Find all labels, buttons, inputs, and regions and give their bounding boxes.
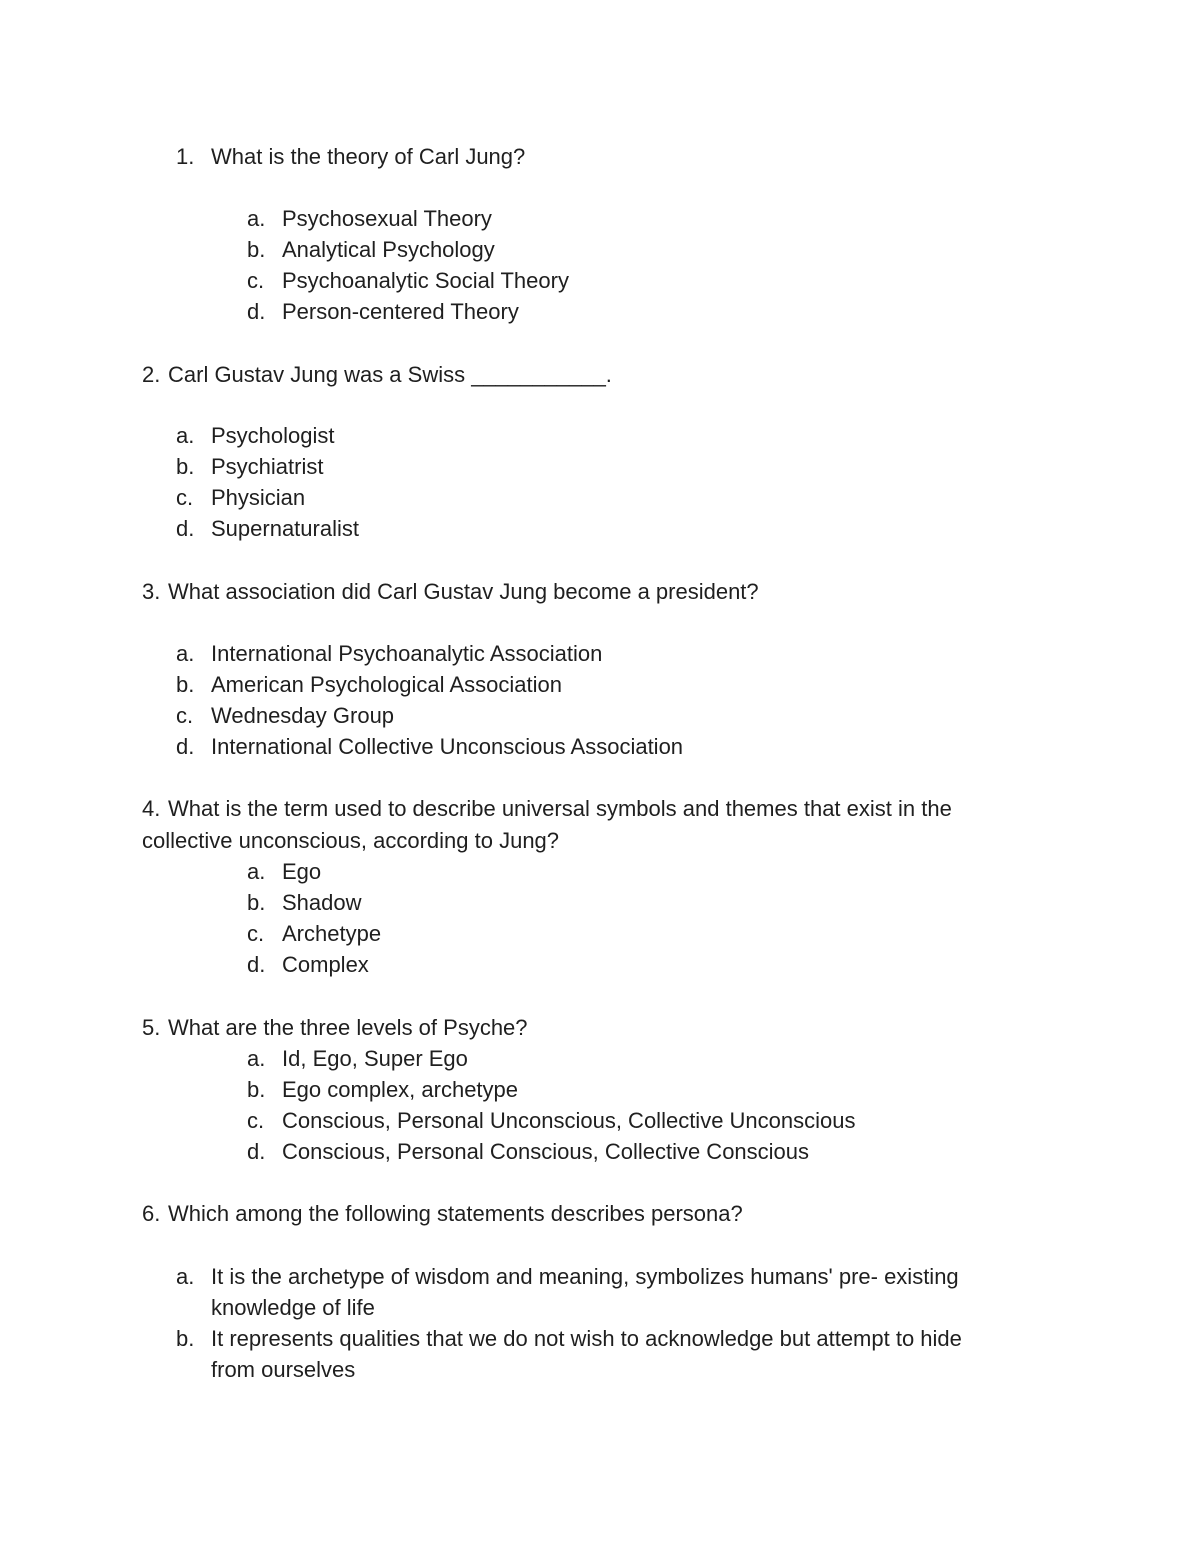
option-text: Conscious, Personal Conscious, Collective Conscious <box>282 1139 810 1164</box>
option-text: Psychoanalytic Social Theory <box>282 268 569 293</box>
option-letter: b. <box>247 1077 266 1102</box>
option-text: Physician <box>211 485 306 510</box>
option-text: Psychologist <box>211 423 335 448</box>
question-text: What are the three levels of Psyche? <box>168 1015 528 1040</box>
option-text: American Psychological Association <box>211 672 562 697</box>
option-letter: d. <box>247 299 266 324</box>
question-text: What is the theory of Carl Jung? <box>211 144 526 169</box>
option-letter: a. <box>247 206 266 231</box>
question-number: 4. <box>142 796 161 821</box>
option-letter: b. <box>176 1326 195 1351</box>
option-text-line-1: It is the archetype of wisdom and meaning, symbolizes humans' pre- existing <box>211 1264 959 1289</box>
question-text-line-1: What is the term used to describe universal symbols and themes that exist in the <box>168 796 952 821</box>
option-text: Archetype <box>282 921 382 946</box>
option-letter: c. <box>176 703 194 728</box>
option-letter: a. <box>176 641 195 666</box>
option-text: Complex <box>282 952 369 977</box>
option-text: Person-centered Theory <box>282 299 519 324</box>
question-number: 3. <box>142 579 161 604</box>
question-text: Which among the following statements describes persona? <box>168 1201 743 1226</box>
option-letter: a. <box>176 423 195 448</box>
question-number: 2. <box>142 362 161 387</box>
option-text: Psychiatrist <box>211 454 324 479</box>
option-letter: b. <box>176 672 195 697</box>
option-letter: b. <box>247 237 266 262</box>
question-text: Carl Gustav Jung was a Swiss ___________. <box>168 362 612 387</box>
option-letter: c. <box>176 485 194 510</box>
option-letter: a. <box>247 1046 266 1071</box>
question-number: 6. <box>142 1201 161 1226</box>
option-text-line-2: knowledge of life <box>211 1295 375 1320</box>
option-letter: b. <box>247 890 266 915</box>
option-text: Supernaturalist <box>211 516 359 541</box>
option-letter: d. <box>247 952 266 977</box>
option-letter: d. <box>176 516 195 541</box>
option-letter: c. <box>247 921 265 946</box>
question-text-line-2: collective unconscious, according to Jung? <box>142 828 560 853</box>
option-text: Ego complex, archetype <box>282 1077 519 1102</box>
question-text: What association did Carl Gustav Jung become a president? <box>168 579 759 604</box>
option-letter: c. <box>247 268 265 293</box>
option-text: Id, Ego, Super Ego <box>282 1046 468 1071</box>
option-text-line-2: from ourselves <box>211 1357 356 1382</box>
option-letter: a. <box>247 859 266 884</box>
option-text-line-1: It represents qualities that we do not wish to acknowledge but attempt to hide <box>211 1326 962 1351</box>
question-number: 1. <box>176 144 195 169</box>
question-number: 5. <box>142 1015 161 1040</box>
option-letter: c. <box>247 1108 265 1133</box>
option-text: Ego <box>282 859 322 884</box>
option-letter: b. <box>176 454 195 479</box>
option-letter: a. <box>176 1264 195 1289</box>
option-text: Conscious, Personal Unconscious, Collective Unconscious <box>282 1108 856 1133</box>
option-letter: d. <box>176 734 195 759</box>
option-text: Wednesday Group <box>211 703 395 728</box>
option-text: International Collective Unconscious Association <box>211 734 684 759</box>
option-text: Psychosexual Theory <box>282 206 492 231</box>
option-text: Analytical Psychology <box>282 237 495 262</box>
option-text: Shadow <box>282 890 362 915</box>
option-letter: d. <box>247 1139 266 1164</box>
option-text: International Psychoanalytic Association <box>211 641 603 666</box>
